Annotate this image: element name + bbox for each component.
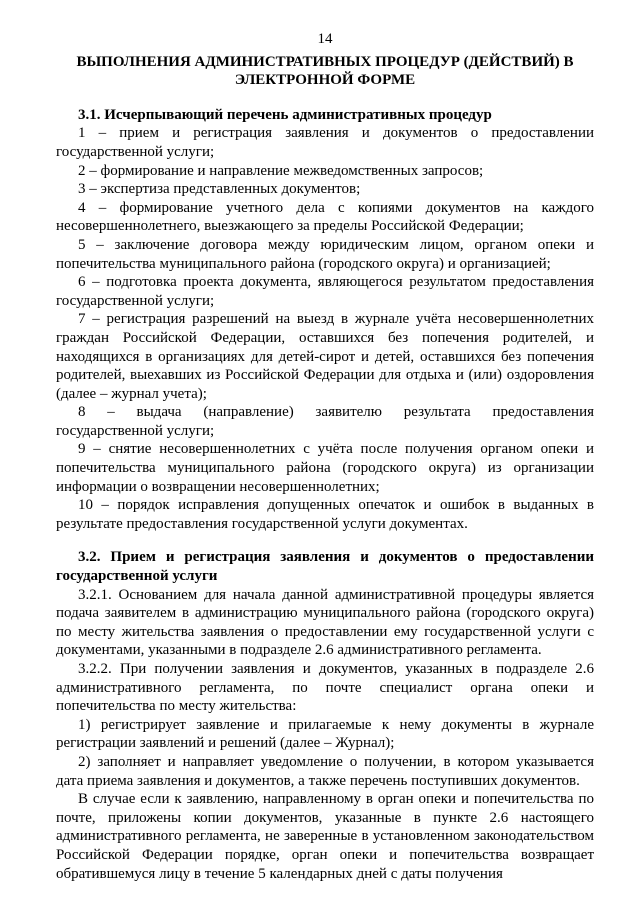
page-title: ВЫПОЛНЕНИЯ АДМИНИСТРАТИВНЫХ ПРОЦЕДУР (ДЕЙСТВИЙ) В ЭЛЕКТРОННОЙ ФОРМЕ	[76, 53, 574, 89]
list-item: 1 – прием и регистрация заявления и документов о предоставлении государственной услуги;	[56, 125, 594, 160]
document-page	[56, 30, 594, 883]
list-item: 4 – формирование учетного дела с копиями документов на каждого несовершеннолетнего, выезжающего за пределы Российской Федерации;	[56, 199, 594, 235]
list-item: 6 – подготовка проекта документа, являющегося результатом предоставления государственной услуги;	[56, 274, 594, 309]
paragraph: 2) заполняет и направляет уведомление о получении, в котором указывается дата приема заявления и документов, а также перечень поступивших документов.	[56, 753, 594, 789]
section-heading-3-2: 3.2. Прием и регистрация заявления и документов о предоставлении государственной услуги	[56, 549, 594, 585]
paragraph: 1) регистрирует заявление и прилагаемые к нему документы в журнале регистрации заявлений и решений (далее – Журнал);	[56, 716, 594, 752]
section-spacer	[56, 533, 594, 548]
list-item: 5 – заключение договора между юридическим лицом, органом опеки и попечительства муниципального района (городского округа) и организацией;	[56, 236, 594, 272]
section-heading-3-1: 3.1. Исчерпывающий перечень административных процедур	[78, 106, 492, 123]
paragraph: 3.2.2. При получении заявления и документов, указанных в подразделе 2.6 административного регламента, по почте специалист органа опеки и попечительства по месту жительства:	[56, 661, 594, 715]
page-number: 14	[317, 31, 333, 47]
list-item: 10 – порядок исправления допущенных опечаток и ошибок в выданных в результате предоставления государственной услуги документах.	[56, 497, 594, 532]
list-item: 7 – регистрация разрешений на выезд в журнале учёта несовершеннолетних граждан Российской Федерации, оставшихся без попечения родителей, и находящихся в организациях для детей-сирот и детей, оставшихся без попечения родителей, выехавших из Российской Федерации для отдыха и (или) оздоровления (далее – журнал учета);	[56, 311, 594, 402]
list-item: 2 – формирование и направление межведомственных запросов;	[78, 162, 484, 179]
paragraph: 3.2.1. Основанием для начала данной административной процедуры является подача заявителем в администрацию муниципального района (городского округа) по месту жительства заявления о предоставлении ему государственной услуги с документами, указанными в подразделе 2.6 административного регламента.	[56, 586, 594, 659]
list-item: 9 – снятие несовершеннолетних с учёта после получения органом опеки и попечительства муниципального района (городского округа) из организации информации о возвращении несовершеннолетних;	[56, 441, 594, 495]
list-item: 8 – выдача (направление) заявителю результата предоставления государственной услуги;	[56, 404, 594, 439]
paragraph: В случае если к заявлению, направленному в орган опеки и попечительства по почте, приложены копии документов, указанные в пункте 2.6 настоящего административного регламента, не заверенные в установленном законодательством Российской Федерации порядке, орган опеки и попечительства возвращает обратившемуся лицу в течение 5 календарных дней с даты получения	[56, 791, 594, 882]
list-item: 3 – экспертиза представленных документов;	[78, 181, 361, 198]
